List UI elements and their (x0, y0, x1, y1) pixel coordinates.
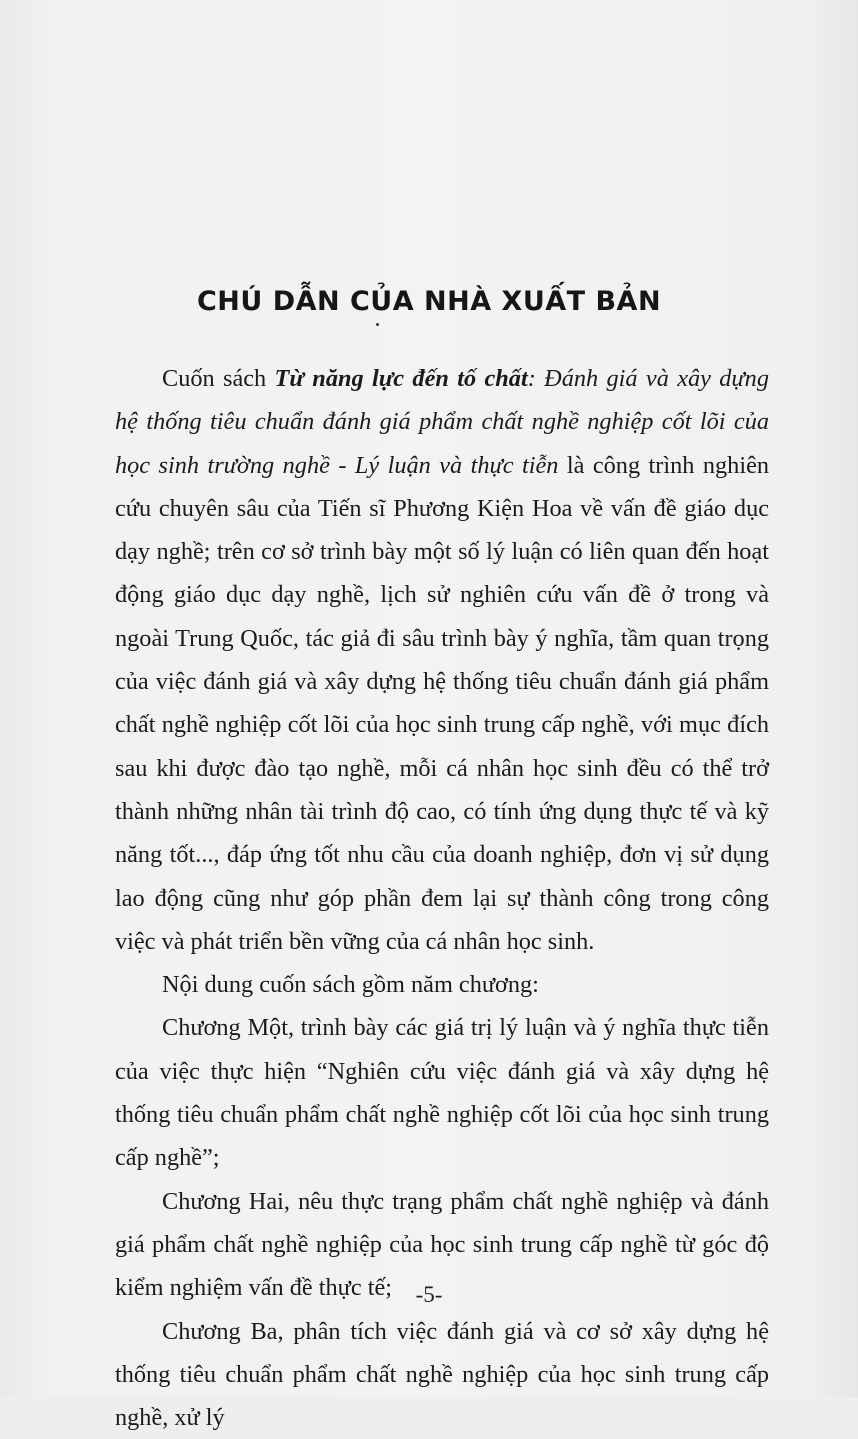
paragraph-4: Chương Hai, nêu thực trạng phẩm chất nghề nghiệp và đánh giá phẩm chất nghề nghiệp của học sinh trung cấp nghề từ góc độ kiểm nghiệm vấn đề thực tế; (115, 1187, 769, 1302)
page-number: -5- (415, 1282, 443, 1307)
paragraph-5: Chương Ba, phân tích việc đánh giá và cơ sở xây dựng hệ thống tiêu chuẩn phẩm chất nghề nghiệp của học sinh trung cấp nghề, xử lý (115, 1317, 769, 1432)
p1-start: Cuốn sách (162, 365, 275, 392)
page-heading: CHÚ DẪN CỦA NHÀ XUẤT BẢN (196, 286, 662, 318)
book-title: Từ năng lực đến tố chất (274, 365, 528, 392)
paragraph-1 (115, 357, 769, 963)
paragraph-3: Chương Một, trình bày các giá trị lý luận và ý nghĩa thực tiễn của việc thực hiện “Nghiên cứu việc đánh giá và xây dựng hệ thống tiêu chuẩn phẩm chất nghề nghiệp cốt lõi của học sinh trung cấp nghề”; (115, 1014, 769, 1172)
ink-dot (376, 323, 379, 326)
book-title-rest: : Đánh giá và xây dựng hệ thống tiêu chuẩn đánh giá phẩm chất nghề nghiệp cốt lõi của học sinh trường nghề - Lý luận và thực tiễn (115, 365, 769, 479)
paragraph-2: Nội dung cuốn sách gồm năm chương: (162, 971, 539, 999)
body-text (115, 357, 769, 1439)
p1-end: là công trình nghiên cứu chuyên sâu của Tiến sĩ Phương Kiện Hoa về vấn đề giáo dục dạy nghề; trên cơ sở trình bày một số lý luận có liên quan đến hoạt động giáo dục dạy nghề, lịch sử nghiên cứu vấn đề ở trong và ngoài Trung Quốc, tác giả đi sâu trình bày ý nghĩa, tầm quan trọng của việc đánh giá và xây dựng hệ thống tiêu chuẩn đánh giá phẩm chất nghề nghiệp cốt lõi của học sinh trung cấp nghề, với mục đích sau khi được đào tạo nghề, mỗi cá nhân học sinh đều có thể trở thành những nhân tài trình độ cao, có tính ứng dụng thực tế và kỹ năng tốt..., đáp ứng tốt nhu cầu của doanh nghiệp, đơn vị sử dụng lao động cũng như góp phần đem lại sự thành công trong công việc và phát triển bền vững của cá nhân học sinh. (115, 451, 770, 955)
